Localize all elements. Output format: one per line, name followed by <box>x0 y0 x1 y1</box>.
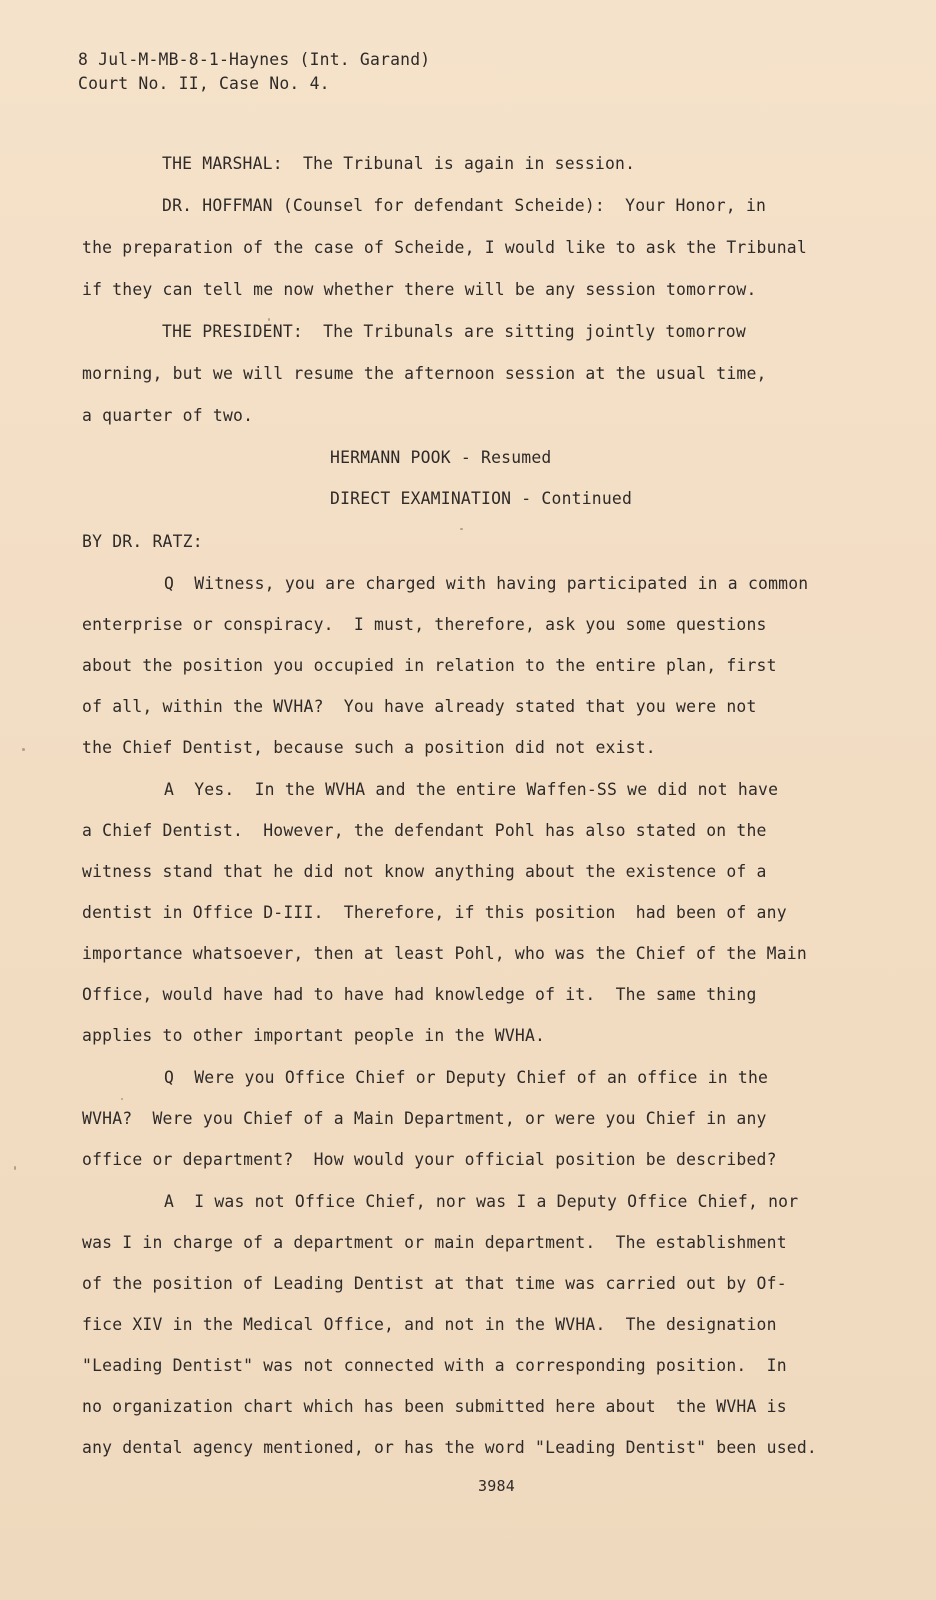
marshal-statement: THE MARSHAL: The Tribunal is again in session. <box>162 154 636 173</box>
paper-speck <box>22 748 25 751</box>
paper-speck <box>460 528 463 530</box>
answer-1-line-5: importance whatsoever, then at least Pohl, who was the Chief of the Main <box>82 944 807 963</box>
answer-1-line-7: applies to other important people in the WVHA. <box>82 1026 546 1045</box>
question-2-line-3: office or department? How would your official position be described? <box>82 1150 777 1169</box>
header-case-number: Court No. II, Case No. 4. <box>78 74 330 93</box>
paper-speck <box>121 1098 123 1100</box>
question-2-line-2: WVHA? Were you Chief of a Main Department, or were you Chief in any <box>82 1109 767 1128</box>
answer-1-line-2: a Chief Dentist. However, the defendant Pohl has also stated on the <box>82 821 767 840</box>
answer-2-line-5: "Leading Dentist" was not connected with a corresponding position. In <box>82 1356 787 1375</box>
answer-1-line-6: Office, would have had to have had knowledge of it. The same thing <box>82 985 757 1004</box>
question-1-line-4: of all, within the WVHA? You have already stated that you were not <box>82 697 757 716</box>
paper-speck <box>268 318 270 321</box>
question-1-line-3: about the position you occupied in relation to the entire plan, first <box>82 656 777 675</box>
hoffman-line-2: the preparation of the case of Scheide, I would like to ask the Tribunal <box>82 238 807 257</box>
question-1-line-1: Q Witness, you are charged with having participated in a common <box>164 574 809 593</box>
paper-speck <box>14 1166 16 1170</box>
answer-2-line-7: any dental agency mentioned, or has the word "Leading Dentist" been used. <box>82 1438 817 1457</box>
president-line-1: THE PRESIDENT: The Tribunals are sitting jointly tomorrow <box>162 322 746 341</box>
hoffman-line-1: DR. HOFFMAN (Counsel for defendant Scheide): Your Honor, in <box>162 196 767 215</box>
page-number: 3984 <box>478 1477 515 1495</box>
answer-2-line-1: A I was not Office Chief, nor was I a Deputy Office Chief, nor <box>164 1192 799 1211</box>
answer-2-line-4: fice XIV in the Medical Office, and not in the WVHA. The designation <box>82 1315 777 1334</box>
question-2-line-1: Q Were you Office Chief or Deputy Chief of an office in the <box>164 1068 769 1087</box>
answer-1-line-1: A Yes. In the WVHA and the entire Waffen-SS we did not have <box>164 780 779 799</box>
answer-1-line-4: dentist in Office D-III. Therefore, if this position had been of any <box>82 903 787 922</box>
answer-2-line-3: of the position of Leading Dentist at that time was carried out by Of- <box>82 1274 787 1293</box>
examiner-line: BY DR. RATZ: <box>82 532 203 551</box>
president-line-3: a quarter of two. <box>82 406 254 425</box>
hoffman-line-3: if they can tell me now whether there will be any session tomorrow. <box>82 280 757 299</box>
answer-2-line-6: no organization chart which has been submitted here about the WVHA is <box>82 1397 787 1416</box>
witness-heading: HERMANN POOK - Resumed <box>330 448 552 467</box>
answer-1-line-3: witness stand that he did not know anything about the existence of a <box>82 862 767 881</box>
answer-2-line-2: was I in charge of a department or main department. The establishment <box>82 1233 787 1252</box>
question-1-line-2: enterprise or conspiracy. I must, therefore, ask you some questions <box>82 615 767 634</box>
president-line-2: morning, but we will resume the afternoon session at the usual time, <box>82 364 767 383</box>
header-reference: 8 Jul-M-MB-8-1-Haynes (Int. Garand) <box>78 50 431 69</box>
question-1-line-5: the Chief Dentist, because such a position did not exist. <box>82 738 656 757</box>
examination-heading: DIRECT EXAMINATION - Continued <box>330 489 633 508</box>
